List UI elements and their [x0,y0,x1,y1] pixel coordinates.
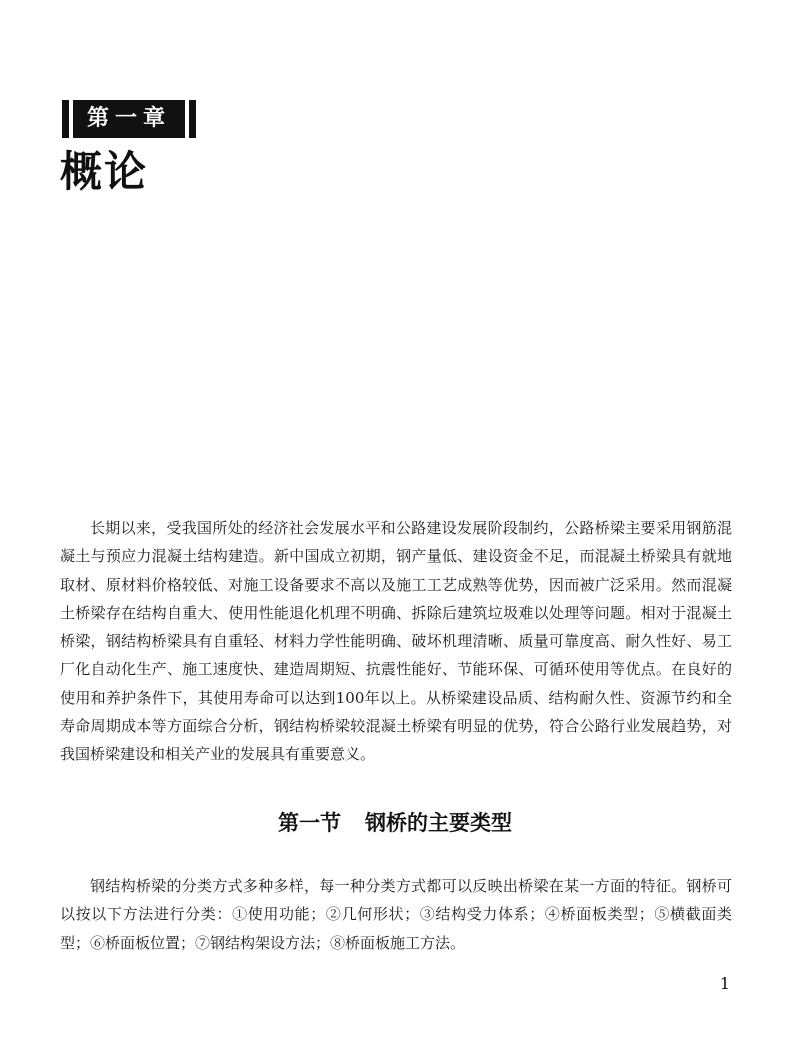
section-paragraph: 钢结构桥梁的分类方式多种多样，每一种分类方式都可以反映出桥梁在某一方面的特征。钢桥可以按以下方法进行分类：①使用功能；②几何形状；③结构受力体系；④桥面板类型；⑤横截面类型；⑥桥面板位置；⑦钢结构架设方法；⑧桥面板施工方法。 [60,877,732,952]
chapter-badge [62,100,196,138]
badge-left-bar [62,100,69,138]
intro-paragraph: 长期以来，受我国所处的经济社会发展水平和公路建设发展阶段制约，公路桥梁主要采用钢筋混凝土与预应力混凝土结构建造。新中国成立初期，钢产量低、建设资金不足，而混凝土桥梁具有就地取材、原材料价格较低、对施工设备要求不高以及施工工艺成熟等优势，因而被广泛采用。然而混凝土桥梁存在结构自重大、使用性能退化机理不明确、拆除后建筑垃圾难以处理等问题。相对于混凝土桥梁，钢结构桥梁具有自重轻、材料力学性能明确、破坏机理清晰、质量可靠度高、耐久性好、易工厂化自动化生产、施工速度快、建造周期短、抗震性能好、节能环保、可循环使用等优点。在良好的使用和养护条件下，其使用寿命可以达到100年以上。从桥梁建设品质、结构耐久性、资源节约和全寿命周期成本等方面综合分析，钢结构桥梁较混凝土桥梁有明显的优势，符合公路行业发展趋势，对我国桥梁建设和相关产业的发展具有重要意义。 [60,519,732,764]
section-title: 钢桥的主要类型 [365,811,512,835]
page-number: 1 [719,974,730,993]
badge-right-bar [189,100,196,138]
section-heading [0,806,790,840]
section-number: 第一节 [278,811,341,835]
chapter-number-label: 第一章 [73,100,185,138]
chapter-title: 概论 [60,147,149,196]
